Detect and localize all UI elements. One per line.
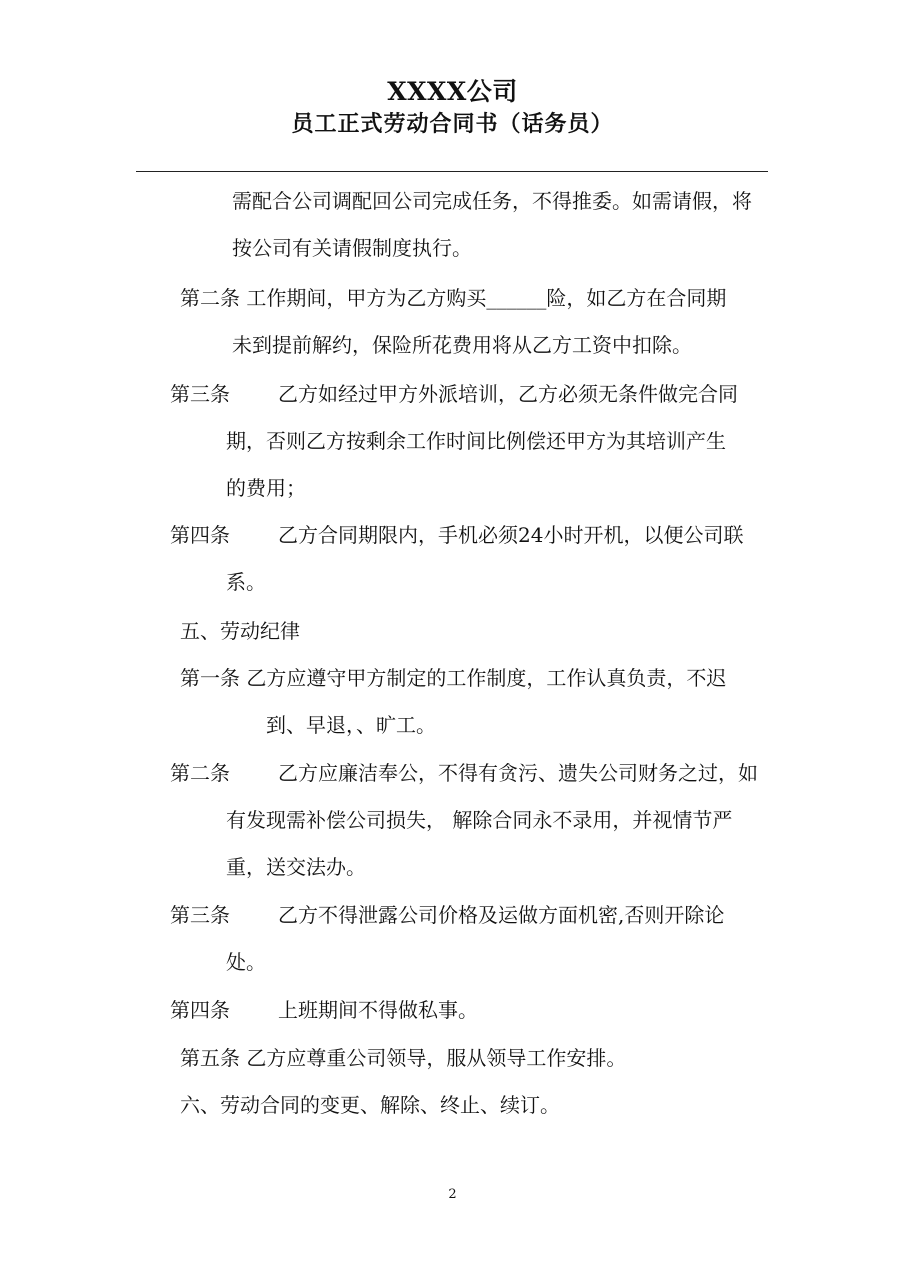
body-line: 系。	[226, 570, 266, 594]
body-line: 需配合公司调配回公司完成任务，不得推委。如需请假，将	[232, 189, 752, 213]
clause-label: 第四条	[170, 523, 230, 547]
body-line: 期，否则乙方按剩余工作时间比例偿还甲方为其培训产生	[226, 429, 726, 453]
clause-label: 第四条	[170, 998, 230, 1022]
body-line: 重，送交法办。	[226, 855, 366, 879]
body-line: 乙方不得泄露公司价格及运做方面机密,否则开除论	[278, 903, 725, 927]
body-line: 上班期间不得做私事。	[278, 998, 478, 1022]
clause-2-line: 第二条 工作期间，甲方为乙方购买______险，如乙方在合同期	[180, 286, 727, 310]
body-line: 乙方合同期限内，手机必须24小时开机，以便公司联	[278, 523, 744, 547]
clause-label: 第二条	[170, 761, 230, 785]
clause-label: 第三条	[170, 382, 230, 406]
document-title: 员工正式劳动合同书（话务员）	[291, 111, 614, 137]
body-line: 乙方应廉洁奉公，不得有贪污、遗失公司财务之过，如	[278, 761, 758, 785]
section-heading: 六、劳动合同的变更、解除、终止、续订。	[180, 1093, 560, 1117]
body-line: 按公司有关请假制度执行。	[232, 236, 472, 260]
clause-1-line: 第一条 乙方应遵守甲方制定的工作制度，工作认真负责，不迟	[180, 666, 727, 690]
clause-5-line: 第五条 乙方应尊重公司领导，服从领导工作安排。	[180, 1046, 627, 1070]
body-line: 有发现需补偿公司损失， 解除合同永不录用，并视情节严	[226, 808, 733, 832]
clause-label: 第三条	[170, 903, 230, 927]
page-number: 2	[448, 1187, 457, 1202]
body-line: 处。	[226, 950, 266, 974]
section-heading: 五、劳动纪律	[180, 619, 300, 643]
body-line: 的费用；	[226, 476, 306, 500]
header-divider	[136, 171, 768, 172]
body-line: 乙方如经过甲方外派培训，乙方必须无条件做完合同	[278, 382, 738, 406]
body-line: 未到提前解约，保险所花费用将从乙方工资中扣除。	[232, 333, 692, 357]
company-title: XXXX公司	[387, 77, 518, 106]
body-line: 到、早退，、旷工。	[266, 713, 436, 737]
